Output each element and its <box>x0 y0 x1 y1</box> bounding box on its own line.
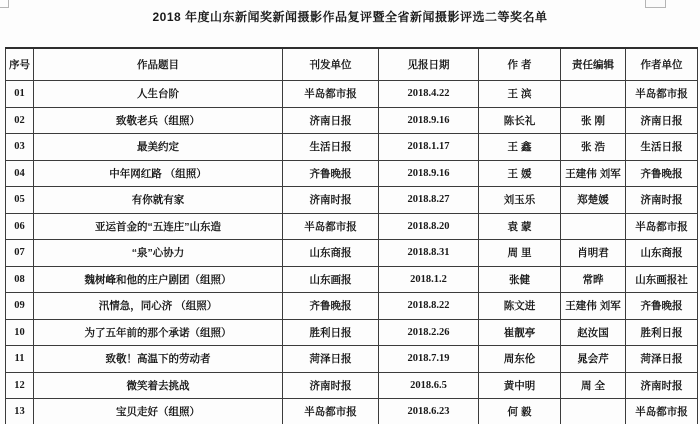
cell-work-title: 魏树峰和他的庄户剧团（组照） <box>34 266 283 293</box>
header-author-unit: 作者单位 <box>626 48 698 81</box>
cell-publisher: 半岛都市报 <box>283 213 379 240</box>
cell-author-unit: 济南日报 <box>626 107 698 134</box>
cell-work-title: “泉”心协力 <box>34 240 283 267</box>
header-publisher: 刊发单位 <box>283 48 379 81</box>
cell-author: 王 鑫 <box>479 134 561 161</box>
cell-author: 何 毅 <box>479 399 561 424</box>
cell-publisher: 菏泽日报 <box>283 346 379 373</box>
cell-publish-date: 2018.6.5 <box>379 372 479 399</box>
cell-index: 03 <box>6 134 34 161</box>
cell-publish-date: 2018.9.16 <box>379 160 479 187</box>
cell-publisher: 济南时报 <box>283 187 379 214</box>
cell-index: 12 <box>6 372 34 399</box>
cell-work-title: 人生台阶 <box>34 81 283 108</box>
cell-publisher: 齐鲁晚报 <box>283 160 379 187</box>
cell-index: 05 <box>6 187 34 214</box>
cell-author: 袁 蒙 <box>479 213 561 240</box>
page-title: 2018 年度山东新闻奖新闻摄影作品复评暨全省新闻摄影评选二等奖名单 <box>152 10 548 24</box>
cell-author: 王 滨 <box>479 81 561 108</box>
cell-author: 王 媛 <box>479 160 561 187</box>
table-header-row <box>6 48 698 81</box>
cell-author-unit: 济南时报 <box>626 187 698 214</box>
header-publish-date: 见报日期 <box>379 48 479 81</box>
table-body <box>6 81 698 424</box>
table-row <box>6 399 698 424</box>
cell-author-unit: 齐鲁晚报 <box>626 293 698 320</box>
cell-author-unit: 齐鲁晚报 <box>626 160 698 187</box>
cell-work-title: 中年网红路 （组照） <box>34 160 283 187</box>
cell-editor: 常晔 <box>561 266 626 293</box>
cell-editor <box>561 81 626 108</box>
cell-editor: 肖明君 <box>561 240 626 267</box>
table-row <box>6 372 698 399</box>
cell-publish-date: 2018.8.20 <box>379 213 479 240</box>
cell-work-title: 宝贝走好（组照） <box>34 399 283 424</box>
cell-work-title: 致敬！高温下的劳动者 <box>34 346 283 373</box>
cell-index: 10 <box>6 319 34 346</box>
cell-work-title: 最美约定 <box>34 134 283 161</box>
header-editor: 责任编辑 <box>561 48 626 81</box>
cell-editor <box>561 399 626 424</box>
cell-publish-date: 2018.9.16 <box>379 107 479 134</box>
cell-author: 黄中明 <box>479 372 561 399</box>
cell-author: 周 里 <box>479 240 561 267</box>
cell-publish-date: 2018.6.23 <box>379 399 479 424</box>
cell-index: 13 <box>6 399 34 424</box>
table-row <box>6 293 698 320</box>
cell-editor <box>561 213 626 240</box>
cell-editor: 周 全 <box>561 372 626 399</box>
cell-publisher: 山东商报 <box>283 240 379 267</box>
table-row <box>6 240 698 267</box>
cell-work-title: 有你就有家 <box>34 187 283 214</box>
cell-author-unit: 济南时报 <box>626 372 698 399</box>
text-boundary-mark-right <box>645 0 666 8</box>
cell-index: 09 <box>6 293 34 320</box>
cell-publish-date: 2018.8.27 <box>379 187 479 214</box>
cell-publisher: 半岛都市报 <box>283 81 379 108</box>
table-row <box>6 346 698 373</box>
table-row <box>6 213 698 240</box>
table-row <box>6 160 698 187</box>
cell-editor: 张 刚 <box>561 107 626 134</box>
cell-publisher: 胜利日报 <box>283 319 379 346</box>
cell-author-unit: 半岛都市报 <box>626 81 698 108</box>
cell-author: 陈长礼 <box>479 107 561 134</box>
table-row <box>6 319 698 346</box>
cell-publisher: 济南日报 <box>283 107 379 134</box>
cell-author: 陈文进 <box>479 293 561 320</box>
cell-work-title: 为了五年前的那个承诺（组照） <box>34 319 283 346</box>
cell-publish-date: 2018.2.26 <box>379 319 479 346</box>
text-boundary-mark-left <box>0 0 9 8</box>
table-row <box>6 107 698 134</box>
cell-author-unit: 山东画报社 <box>626 266 698 293</box>
table-row <box>6 187 698 214</box>
table-row <box>6 134 698 161</box>
cell-author: 张健 <box>479 266 561 293</box>
cell-index: 11 <box>6 346 34 373</box>
cell-editor: 张 浩 <box>561 134 626 161</box>
cell-publish-date: 2018.7.19 <box>379 346 479 373</box>
cell-work-title: 亚运首金的“五连庄”山东造 <box>34 213 283 240</box>
cell-author: 周东伦 <box>479 346 561 373</box>
cell-author: 刘玉乐 <box>479 187 561 214</box>
cell-index: 08 <box>6 266 34 293</box>
cell-index: 04 <box>6 160 34 187</box>
cell-publish-date: 2018.8.22 <box>379 293 479 320</box>
cell-publish-date: 2018.1.2 <box>379 266 479 293</box>
cell-editor: 王建伟 刘军 <box>561 293 626 320</box>
cell-publisher: 山东画报 <box>283 266 379 293</box>
cell-author-unit: 胜利日报 <box>626 319 698 346</box>
cell-work-title: 致敬老兵（组照） <box>34 107 283 134</box>
cell-publisher: 济南时报 <box>283 372 379 399</box>
cell-publisher: 生活日报 <box>283 134 379 161</box>
cell-author-unit: 菏泽日报 <box>626 346 698 373</box>
cell-author-unit: 半岛都市报 <box>626 213 698 240</box>
header-index: 序号 <box>6 48 34 81</box>
cell-publisher: 半岛都市报 <box>283 399 379 424</box>
cell-index: 06 <box>6 213 34 240</box>
cell-index: 07 <box>6 240 34 267</box>
table-row <box>6 81 698 108</box>
header-author: 作 者 <box>479 48 561 81</box>
cell-editor: 晁会芹 <box>561 346 626 373</box>
header-work-title: 作品题目 <box>34 48 283 81</box>
cell-work-title: 微笑着去挑战 <box>34 372 283 399</box>
cell-author-unit: 山东商报 <box>626 240 698 267</box>
cell-editor: 郑楚媛 <box>561 187 626 214</box>
cell-editor: 王建伟 刘军 <box>561 160 626 187</box>
cell-work-title: 汛情急，同心济 （组照） <box>34 293 283 320</box>
cell-publish-date: 2018.1.17 <box>379 134 479 161</box>
award-table <box>5 47 698 424</box>
cell-author-unit: 半岛都市报 <box>626 399 698 424</box>
cell-editor: 赵汝国 <box>561 319 626 346</box>
cell-publisher: 齐鲁晚报 <box>283 293 379 320</box>
cell-index: 02 <box>6 107 34 134</box>
cell-index: 01 <box>6 81 34 108</box>
cell-author: 崔靓亭 <box>479 319 561 346</box>
table-row <box>6 266 698 293</box>
cell-author-unit: 生活日报 <box>626 134 698 161</box>
cell-publish-date: 2018.8.31 <box>379 240 479 267</box>
cell-publish-date: 2018.4.22 <box>379 81 479 108</box>
